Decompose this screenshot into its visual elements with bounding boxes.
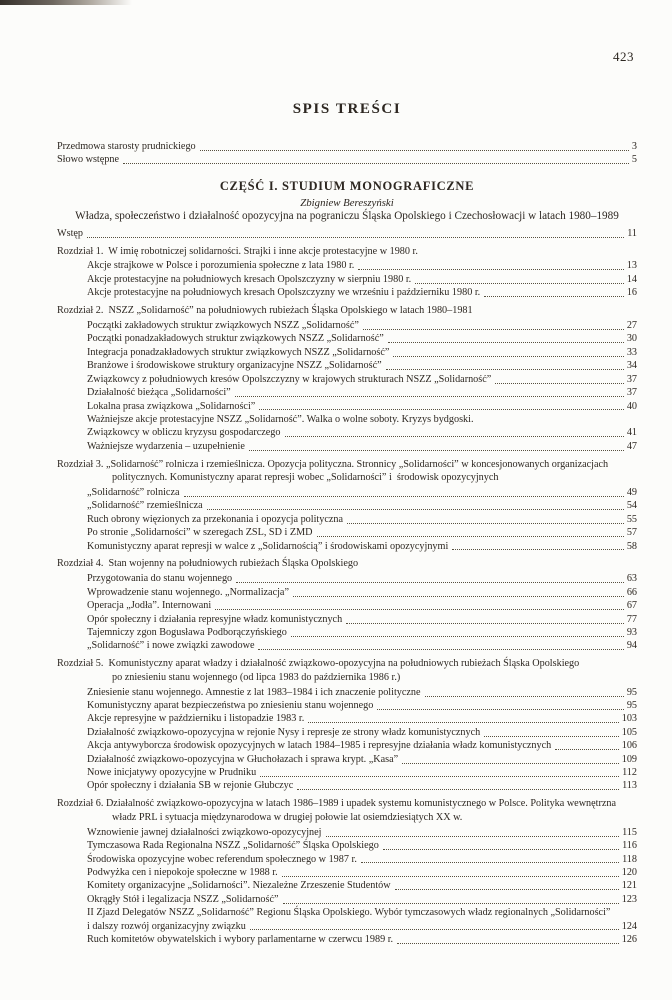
toc-line [57,140,637,153]
toc-line [87,613,637,626]
dot-leader [215,609,624,610]
toc-line [87,779,637,792]
toc-page-number: 58 [626,540,637,552]
toc-line [57,557,637,570]
toc-line [87,413,637,426]
toc-entry-text: Ruch komitetów obywatelskich i wybory parlamentarne w czerwcu 1989 r. [87,933,394,945]
toc-line [87,540,637,553]
toc-entry-text: Komitety organizacyjne „Solidarności”. Niezależne Zrzeszenie Studentów [87,880,391,892]
toc-line [87,626,637,639]
toc-entry-text: Akcje represyjne w październiku i listopadzie 1983 r. [87,713,305,725]
dot-leader [347,523,624,524]
toc-entry-text: Działalność związkowo-opozycyjna w rejonie Nysy i represje ze strony władz komunistycznych [87,726,481,738]
toc-line [87,686,637,699]
part-author: Zbigniew Bereszyński [300,196,394,209]
toc-page-number: 109 [621,753,637,765]
toc-entry [57,879,637,892]
toc-line [57,471,637,484]
dot-leader [415,283,624,284]
toc-entry-text: Ruch obrony więzionych za przekonania i opozycja polityczna [87,513,344,525]
toc-line [57,671,637,684]
toc-page-number: 33 [626,346,637,358]
dot-leader [285,436,624,437]
toc-chapter [57,797,637,824]
toc-chapter [57,458,637,485]
toc-line [87,639,637,652]
toc-entry [57,839,637,852]
toc-page-number: 63 [626,573,637,585]
dot-leader [386,369,624,370]
toc-page-number: 105 [621,726,637,738]
toc-page-number: 123 [621,893,637,905]
toc-entry-text: Tajemniczy zgon Bogusława Podborączyńskiego [87,627,287,638]
toc-line [87,440,637,453]
toc-line [87,426,637,439]
toc-entry [57,259,637,272]
dot-leader [495,383,624,384]
toc-chapter [57,557,637,570]
front-matter-list [57,140,637,167]
toc-entry-text: Okrągły Stół i legalizacja NSZZ „Solidarność” [87,893,279,905]
toc-entry-text: Początki zakładowych struktur związkowych NSZZ „Solidarność” [87,320,359,332]
toc-entry-text: Podwyżka cen i niepokoje społeczne w 1988 r. [87,866,278,878]
toc-page-number: 34 [626,360,637,372]
toc-entry [57,499,637,512]
toc-entry [57,766,637,779]
toc-line [87,826,637,839]
dot-leader [361,862,619,863]
toc-line [57,458,637,471]
toc-line [87,286,637,299]
toc-entry-text: Ważniejsze akcje protestacyjne NSZZ „Solidarność”. Walka o wolne soboty. Kryzys bydgoski. [87,413,474,425]
toc-entry-text: II Zjazd Delegatów NSZZ „Solidarność” Regionu Śląska Opolskiego. Wybór tymczasowych władz regionalnych „Solidarności” [87,907,611,919]
toc-entry-text: Lokalna prasa związkowa „Solidarności” [87,400,256,412]
toc-entry-text: Rozdział 2. NSZZ „Solidarność” na południowych rubieżach Śląska Opolskiego w latach 1980–1981 [57,305,473,317]
toc-page-number: 37 [626,373,637,385]
dot-leader [358,269,623,270]
toc-entry [57,153,637,166]
toc-line [57,811,637,824]
toc-entry-text: władz PRL i sytuacja międzynarodowa w drugiej połowie lat osiemdziesiątych XX w. [112,811,463,823]
dot-leader [395,889,619,890]
toc-entry-text: Rozdział 6. Działalność związkowo-opozycyjna w latach 1986–1989 i upadek systemu komunistycznego w Polsce. Polityka wewnętrzna [57,798,617,810]
toc-entry-text: Integracja ponadzakładowych struktur związkowych NSZZ „Solidarność” [87,346,390,358]
toc-entry-text: Związkowcy w obliczu kryzysu gospodarczego [87,427,281,439]
toc-entry [57,739,637,752]
dot-leader [235,396,624,397]
toc-line [57,797,637,810]
toc-line [87,586,637,599]
toc-page-number: 106 [621,740,637,752]
toc-page-number: 121 [621,880,637,892]
toc-entry-text: „Solidarność” rolnicza [87,486,180,498]
page-number-folio: 423 [613,49,634,64]
toc-line [87,400,637,413]
toc-line [87,893,637,906]
toc-page-number: 116 [622,840,637,852]
toc-entry-text: Działalność związkowo-opozycyjna w Głuchołazach i sprawa krypt. „Kasa” [87,753,399,765]
toc-line [57,227,637,240]
dot-leader [200,150,629,151]
toc-entry-text: Po stronie „Solidarności” w szeregach ZSL, SD i ZMD [87,527,313,539]
dot-leader [555,749,618,750]
toc-page-number: 94 [626,640,637,652]
toc-entry [57,273,637,286]
toc-entry-text: Akcje protestacyjne na południowych kresach Opolszczyzny we wrześniu i październiku 1980 r. [87,287,481,299]
dot-leader [346,623,624,624]
dot-leader [297,789,619,790]
toc-entry-text: Operacja „Jodła”. Internowani [87,600,212,612]
dot-leader [393,356,623,357]
toc-entry [57,286,637,299]
toc-page-number: 103 [621,713,637,725]
toc-line [87,599,637,612]
dot-leader [87,237,624,238]
toc-entry-text: Akcje protestacyjne na południowych kresach Opolszczyzny w sierpniu 1980 r. [87,273,412,285]
toc-line [87,499,637,512]
dot-leader [388,342,624,343]
toc-entry [57,386,637,399]
toc-line [87,273,637,286]
toc-line [87,879,637,892]
toc-line [87,766,637,779]
toc-line [87,346,637,359]
toc-entry [57,753,637,766]
dot-leader [425,696,624,697]
toc-page-number: 49 [626,486,637,498]
toc-line [87,259,637,272]
toc-line [87,513,637,526]
dot-leader [293,596,624,597]
toc-page-number: 113 [622,780,637,792]
toc-entry [57,866,637,879]
toc-entry-text: Rozdział 4. Stan wojenny na południowych rubieżach Śląska Opolskiego [57,558,359,570]
toc-entry-text: Komunistyczny aparat represji w walce z „Solidarnością” i środowiskami opozycyjnymi [87,540,449,552]
toc-page-number: 16 [626,287,637,299]
dot-leader [377,709,624,710]
toc-line [87,920,637,933]
dot-leader [250,929,619,930]
toc-line [87,839,637,852]
toc-page-number: 124 [621,920,637,932]
toc-page-number: 120 [621,866,637,878]
toc-line [87,386,637,399]
toc-entry-text: Przedmowa starosty prudnickiego [57,141,196,152]
toc-entry-text: Wstęp [57,227,84,239]
toc-entry-text: Rozdział 5. Komunistyczny aparat władzy i działalność związkowo-opozycyjna na południowych rubieżach Śląska Opolskiego [57,658,580,670]
toc-entry-text: Słowo wstępne [57,154,119,166]
toc-page-number: 95 [626,700,637,712]
toc-line [87,866,637,879]
part-heading-block [57,179,637,224]
toc-page-number: 37 [626,387,637,399]
toc-entry-text: Opór społeczny i działania SB w rejonie Głubczyc [87,780,294,792]
toc-entry-text: Opór społeczny i działania represyjne władz komunistycznych [87,613,343,625]
toc-page-number: 57 [626,527,637,539]
toc-page-number: 55 [626,513,637,525]
toc-page-number: 40 [626,400,637,412]
toc-page-number: 3 [631,141,637,152]
toc-line [87,332,637,345]
toc-entry [57,906,637,933]
dot-leader [308,722,618,723]
toc-line [87,486,637,499]
toc-line [87,726,637,739]
toc-page-number: 14 [626,273,637,285]
dot-leader [258,649,623,650]
toc-page-number: 115 [622,826,637,838]
toc-entry-text: Środowiska opozycyjne wobec referendum społecznego w 1987 r. [87,853,357,865]
toc-line [87,933,637,946]
part-subtitle: Władza, społeczeństwo i działalność opozycyjna na pograniczu Śląska Opolskiego i Czechosłowacji w latach 1980–1989 [75,210,619,223]
toc-entry [57,639,637,652]
toc-line [87,319,637,332]
dot-leader [282,876,619,877]
toc-entry-text: Wprowadzenie stanu wojennego. „Normalizacja” [87,586,289,598]
toc-entry [57,373,637,386]
toc-entry-text: Nowe inicjatywy opozycyjne w Prudniku [87,767,257,779]
toc-list [57,227,637,947]
dot-leader [363,329,624,330]
toc-line [57,245,637,258]
toc-chapter [57,657,637,684]
toc-entry [57,853,637,866]
toc-page-number: 30 [626,333,637,345]
toc-page-number: 95 [626,686,637,698]
dot-leader [383,849,619,850]
toc-line [87,853,637,866]
toc-entry [57,626,637,639]
toc-page-number: 13 [626,260,637,272]
toc-line [87,753,637,766]
toc-entry [57,586,637,599]
toc-entry-text: Początki ponadzakładowych struktur związkowych NSZZ „Solidarność” [87,333,384,345]
toc-chapter [57,304,637,317]
toc-entry [57,440,637,453]
dot-leader [283,903,619,904]
toc-entry [57,686,637,699]
dot-leader [249,450,624,451]
toc-page-number: 112 [622,767,637,779]
toc-chapter [57,245,637,258]
dot-leader [123,163,629,164]
toc-line [87,906,637,919]
toc-entry-text: Przygotowania do stanu wojennego [87,573,233,585]
toc-page-number: 27 [626,320,637,332]
part-heading: CZĘŚĆ I. STUDIUM MONOGRAFICZNE [219,178,475,193]
toc-entry-text: Działalność bieżąca „Solidarności” [87,387,231,399]
toc-entry-text: „Solidarność” rzemieślnicza [87,500,203,512]
toc-page-number: 77 [626,613,637,625]
toc-page-number: 11 [627,227,637,239]
toc-entry [57,486,637,499]
dot-leader [207,509,624,510]
toc-entry [57,319,637,332]
toc-line [57,153,637,166]
toc-page-number: 66 [626,586,637,598]
toc-entry [57,346,637,359]
toc-entry-text: Akcje strajkowe w Polsce i porozumienia społeczne z lata 1980 r. [87,260,355,272]
toc-entry [57,726,637,739]
toc-entry-text: Wznowienie jawnej działalności związkowo-opozycyjnej [87,826,322,838]
toc-line [57,304,637,317]
toc-entry-text: Akcja antywyborcza środowisk opozycyjnych w latach 1984–1985 i represyjne działania władz komunistycznych [87,740,552,752]
toc-line [87,739,637,752]
toc-line [87,712,637,725]
dot-leader [236,582,624,583]
dot-leader [317,536,624,537]
toc-entry [57,893,637,906]
toc-entry-text: Rozdział 3. „Solidarność” rolnicza i rzemieślnicza. Opozycja polityczna. Stronnicy „Solidarności” w koncesjonowanych organizacjach [57,458,609,470]
dot-leader [259,409,624,410]
dot-leader [402,763,619,764]
toc-page-number: 5 [631,154,637,166]
toc-entry-text: Branżowe i środowiskowe struktury organizacyjne NSZZ „Solidarność” [87,360,382,372]
scan-artifact-top-edge [0,0,132,5]
toc-page-number: 126 [621,933,637,945]
toc-entry [57,826,637,839]
toc-page-number: 118 [622,853,637,865]
dot-leader [452,549,624,550]
dot-leader [397,943,619,944]
toc-entry [57,613,637,626]
page-content [57,101,637,946]
toc-entry [57,227,637,240]
dot-leader [484,736,619,737]
toc-entry [57,513,637,526]
dot-leader [484,296,624,297]
toc-line [57,657,637,670]
toc-line [87,373,637,386]
toc-entry [57,572,637,585]
toc-line [87,526,637,539]
toc-entry-text: Tymczasowa Rada Regionalna NSZZ „Solidarność” Śląska Opolskiego [87,840,379,852]
toc-entry [57,712,637,725]
toc-entry [57,699,637,712]
toc-entry [57,332,637,345]
toc-page-number: 41 [626,427,637,439]
dot-leader [326,836,620,837]
toc-entry [57,933,637,946]
toc-entry-text: „Solidarność” i nowe związki zawodowe [87,640,255,652]
toc-entry-text: Rozdział 1. W imię robotniczej solidarności. Strajki i inne akcje protestacyjne w 1980 r. [57,245,418,257]
toc-entry-text: Zniesienie stanu wojennego. Amnestie z lat 1983–1984 i ich znaczenie polityczne [87,686,421,698]
toc-page-number: 47 [626,440,637,452]
toc-entry-text: Komunistyczny aparat bezpieczeństwa po zniesieniu stanu wojennego [87,700,374,712]
toc-line [87,359,637,372]
dot-leader [184,496,624,497]
toc-entry [57,413,637,440]
toc-entry-text: politycznych. Komunistyczny aparat represji wobec „Solidarności” i środowisk opozycyjnych [112,472,499,484]
toc-entry [57,599,637,612]
dot-leader [260,776,619,777]
toc-entry [57,400,637,413]
toc-page-number: 93 [626,627,637,638]
toc-entry-text: Związkowcy z południowych kresów Opolszczyzny w krajowych strukturach NSZZ „Solidarność” [87,373,492,385]
toc-line [87,572,637,585]
dot-leader [291,636,624,637]
toc-entry [57,359,637,372]
toc-entry [57,140,637,153]
toc-entry-text: po zniesieniu stanu wojennego (od lipca 1983 do października 1986 r.) [112,671,401,683]
toc-entry [57,540,637,553]
toc-line [87,699,637,712]
toc-entry [57,526,637,539]
toc-title: SPIS TREŚCI [292,101,402,117]
toc-page-number: 67 [626,600,637,612]
toc-page-number: 54 [626,500,637,512]
toc-entry-text: Ważniejsze wydarzenia – uzupełnienie [87,440,245,452]
toc-entry [57,779,637,792]
toc-entry-text: i dalszy rozwój organizacyjny związku [87,920,246,932]
